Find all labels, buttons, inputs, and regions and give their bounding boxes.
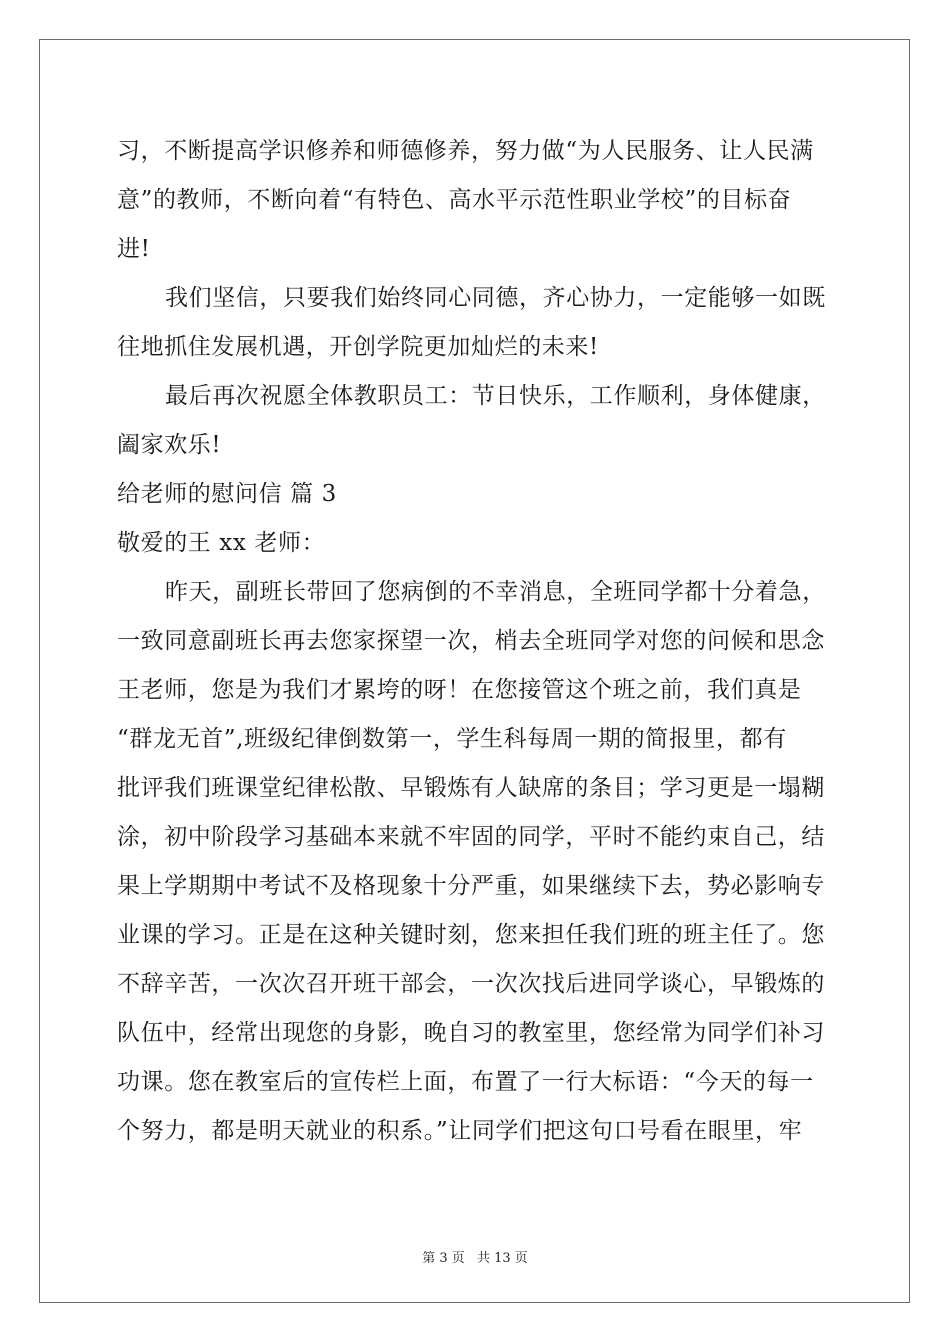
text-line: 习，不断提高学识修养和师德修养，努力做“为人民服务、让人民满: [117, 138, 814, 164]
text-line: “群龙无首”,班级纪律倒数第一，学生科每周一期的简报里，都有: [117, 726, 787, 752]
page-total: 共 13 页: [476, 1251, 528, 1266]
page-number: 第 3 页: [422, 1251, 465, 1266]
text-line: 王老师，您是为我们才累垮的呀！在您接管这个班之前，我们真是: [117, 677, 802, 703]
document-body: [117, 127, 833, 1156]
text-line: 阖家欢乐!: [117, 432, 222, 458]
text-line: 一致同意副班长再去您家探望一次，梢去全班同学对您的问候和思念: [117, 628, 825, 654]
text-line: 最后再次祝愿全体教职员工：节日快乐，工作顺利，身体健康，: [165, 383, 826, 409]
text-line: 昨天，副班长带回了您病倒的不幸消息，全班同学都十分着急，: [165, 579, 826, 605]
page-footer: [0, 1247, 950, 1266]
text-line: 个努力，都是明天就业的积系。”让同学们把这句口号看在眼里，牢: [117, 1118, 803, 1144]
text-line: 业课的学习。正是在这种关键时刻，您来担任我们班的班主任了。您: [117, 922, 825, 948]
text-line: 进!: [117, 236, 151, 262]
text-line: 涂，初中阶段学习基础本来就不牢固的同学，平时不能约束自己，结: [117, 824, 825, 850]
text-line: 意”的教师，不断向着“有特色、高水平示范性职业学校”的目标奋: [117, 187, 792, 213]
section-heading: 给老师的慰问信 篇 3: [117, 481, 337, 507]
text-line: 不辞辛苦，一次次召开班干部会，一次次找后进同学谈心，早锻炼的: [117, 971, 825, 997]
text-line: 我们坚信，只要我们始终同心同德，齐心协力，一定能够一如既: [165, 285, 826, 311]
text-line: 往地抓住发展机遇，开创学院更加灿烂的未来!: [117, 334, 599, 360]
text-line: 队伍中，经常出现您的身影，晚自习的教室里，您经常为同学们补习: [117, 1020, 825, 1046]
text-line: 批评我们班课堂纪律松散、早锻炼有人缺席的条目；学习更是一塌糊: [117, 775, 825, 801]
salutation: 敬爱的王 xx 老师：: [117, 530, 326, 556]
text-line: 果上学期期中考试不及格现象十分严重，如果继续下去，势必影响专: [117, 873, 825, 899]
text-line: 功课。您在教室后的宣传栏上面，布置了一行大标语：“今天的每一: [117, 1069, 814, 1095]
